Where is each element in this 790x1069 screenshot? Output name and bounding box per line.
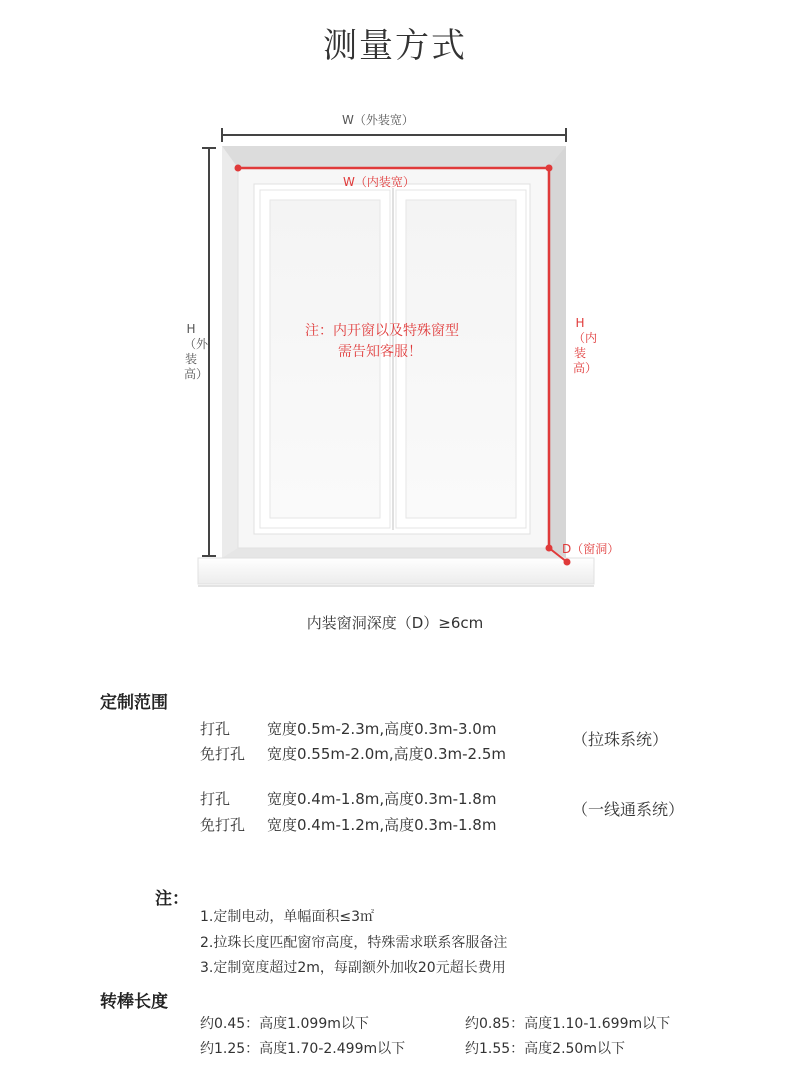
rod-length-item: 约0.85：高度1.10-1.699m以下 <box>465 1016 671 1032</box>
inner-width-label: W（内装宽） <box>343 175 415 189</box>
range-spec: 宽度0.4m-1.8m,高度0.3m-1.8m <box>267 790 497 808</box>
rod-length-item: 约0.45：高度1.099m以下 <box>200 1016 369 1032</box>
note-item: 3.定制宽度超过2m，每副额外加收20元超长费用 <box>200 960 506 976</box>
rod-length-item: 约1.55：高度2.50m以下 <box>465 1041 625 1057</box>
depth-d-label: D（窗洞） <box>562 542 620 556</box>
custom-range-heading: 定制范围 <box>100 693 168 713</box>
range-spec: 宽度0.55m-2.0m,高度0.3m-2.5m <box>267 745 507 763</box>
one-line-system-label: （一线通系统） <box>572 800 685 819</box>
range-spec: 宽度0.4m-1.2m,高度0.3m-1.8m <box>267 816 497 834</box>
page-title: 测量方式 <box>323 26 467 66</box>
rod-length-heading: 转棒长度 <box>100 992 168 1012</box>
notes-heading: 注： <box>155 889 189 909</box>
outer-width-dimension <box>222 128 566 142</box>
rod-length-item: 约1.25：高度1.70-2.499m以下 <box>200 1041 406 1057</box>
range-type-label: 免打孔 <box>200 745 246 763</box>
outer-height-dimension <box>202 148 216 556</box>
window-sill <box>198 558 594 586</box>
special-window-note-line1: 注：内开窗以及特殊窗型 <box>305 323 459 339</box>
note-item: 1.定制电动，单幅面积≤3㎡ <box>200 909 374 925</box>
outer-height-label: H（外装高） <box>184 322 209 381</box>
range-spec: 宽度0.5m-2.3m,高度0.3m-3.0m <box>267 720 497 738</box>
special-window-note-line2: 需告知客服！ <box>338 344 422 360</box>
depth-requirement: 内装窗洞深度（D）≥6cm <box>306 614 484 632</box>
range-type-label: 打孔 <box>200 790 231 808</box>
outer-width-label: W（外装宽） <box>342 113 414 127</box>
range-type-label: 打孔 <box>200 720 231 738</box>
note-item: 2.拉珠长度匹配窗帘高度，特殊需求联系客服备注 <box>200 935 508 951</box>
range-type-label: 免打孔 <box>200 816 246 834</box>
pull-bead-system-label: （拉珠系统） <box>572 730 669 749</box>
inner-height-label: H（内装高） <box>573 316 598 375</box>
